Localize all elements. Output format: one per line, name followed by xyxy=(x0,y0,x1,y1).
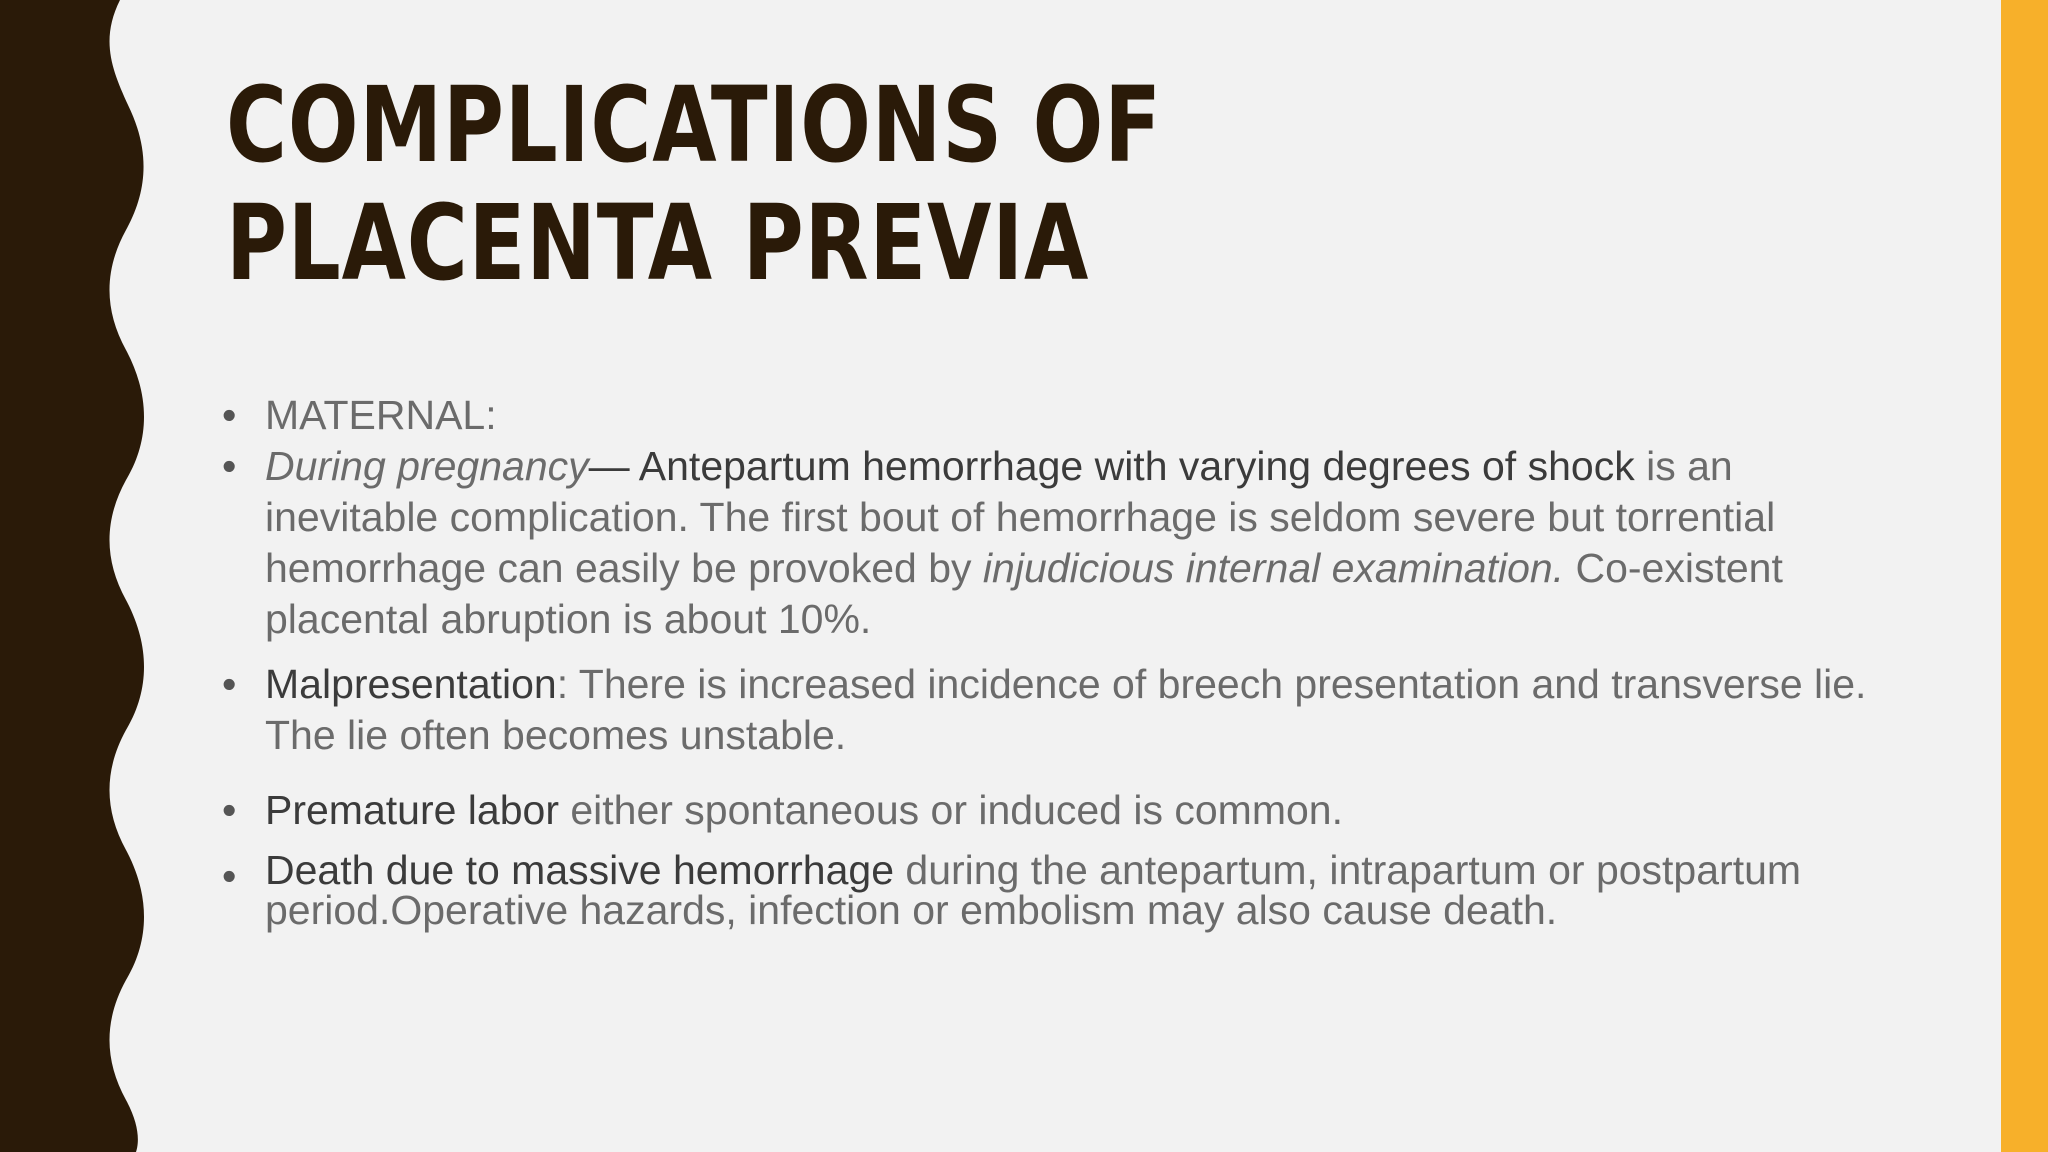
accent-bar xyxy=(2001,0,2048,1152)
bullet-text: : There is increased incidence of breech presentation and transverse lie. The lie often becomes unstable. xyxy=(265,661,1867,758)
bullet-premature-labor xyxy=(222,785,1902,836)
bullet-death xyxy=(222,847,1902,933)
bullet-emphasis: Antepartum hemorrhage with varying degrees of shock xyxy=(638,443,1635,489)
bullet-label: MATERNAL: xyxy=(265,392,497,438)
bullet-during-pregnancy xyxy=(222,441,1902,645)
wavy-side-band xyxy=(0,0,160,1152)
bullet-italic-phrase: injudicious internal examination. xyxy=(982,545,1565,591)
bullet-text: during the antepartum, intrapartum or postpartum period.Operative hazards, infection or embolism may also cause death. xyxy=(265,847,1802,933)
bullet-emphasis: Premature labor xyxy=(265,787,559,833)
bullet-emphasis: Malpresentation xyxy=(265,661,557,707)
bullet-text: is an inevitable complication. The first bout of hemorrhage is seldom severe but torrential hemorrhage can easily be provoked by xyxy=(265,443,1776,591)
slide-title xyxy=(226,66,1474,302)
bullet-italic-lead: During pregnancy xyxy=(265,443,589,489)
bullet-text: either spontaneous or induced is common. xyxy=(558,787,1343,833)
bullet-dash: — xyxy=(588,443,639,489)
bullet-list xyxy=(222,390,1902,933)
bullet-text-continued: Co-existent placental abruption is about 10%. xyxy=(265,545,1783,642)
slide-title-text: COMPLICATIONS OF PLACENTA PREVIA xyxy=(226,64,1162,304)
bullet-emphasis: Death due to massive hemorrhage xyxy=(265,847,895,893)
bullet-malpresentation xyxy=(222,659,1902,761)
bullet-maternal xyxy=(222,390,1902,441)
